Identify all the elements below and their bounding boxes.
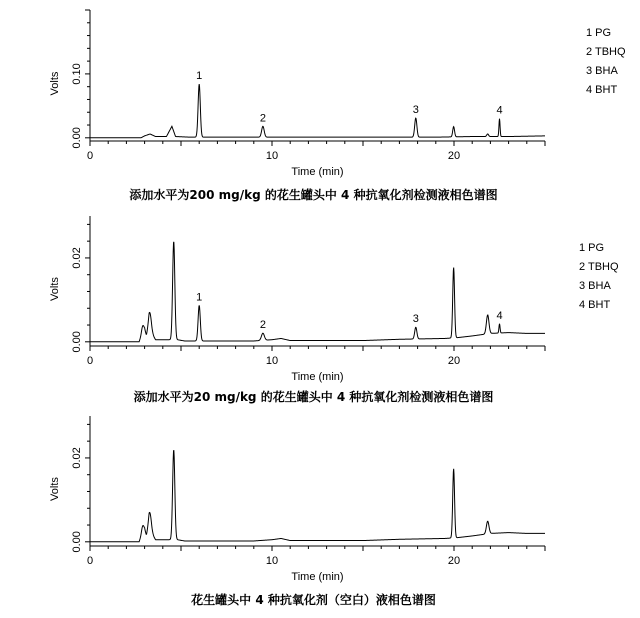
legend-item: 4 BHT [586, 84, 618, 96]
y-tick-label: 0.00 [71, 127, 83, 149]
x-tick-label: 0 [86, 150, 94, 162]
x-tick-label: 20 [447, 555, 461, 567]
signal-trace [90, 242, 545, 342]
legend-item: 2 TBHQ [579, 261, 619, 273]
x-axis-title: Time (min) [291, 371, 344, 383]
peak-label: 3 [412, 313, 419, 326]
y-tick-label: 0.00 [71, 531, 83, 553]
y-tick-label: 0.10 [71, 63, 83, 85]
x-tick-label: 10 [265, 355, 279, 367]
chart-caption: 添加水平为200 mg/kg 的花生罐头中 4 种抗氧化剂检测液相色谱图 [129, 188, 498, 202]
y-axis-title: Volts [49, 477, 61, 501]
x-tick-label: 10 [265, 555, 279, 567]
legend-item: 3 BHA [579, 280, 611, 292]
peak-label: 4 [496, 309, 503, 322]
y-tick-label: 0.02 [71, 447, 83, 469]
legend-item: 1 PG [586, 27, 612, 39]
x-axis-title: Time (min) [291, 166, 344, 178]
y-tick-label: 0.02 [71, 247, 83, 269]
x-tick-label: 20 [447, 355, 461, 367]
peak-label: 4 [496, 104, 503, 117]
chart-caption: 添加水平为20 mg/kg 的花生罐头中 4 种抗氧化剂检测液相色谱图 [133, 390, 494, 404]
signal-trace [90, 84, 545, 138]
legend-item: 2 TBHQ [586, 46, 626, 58]
peak-label: 1 [196, 70, 203, 83]
x-tick-label: 20 [447, 150, 461, 162]
legend-item: 4 BHT [579, 299, 611, 311]
legend-item: 1 PG [579, 242, 605, 254]
y-axis-title: Volts [49, 277, 61, 301]
x-tick-label: 0 [86, 555, 94, 567]
peak-label: 1 [196, 291, 203, 304]
y-axis-title: Volts [49, 71, 61, 96]
x-tick-label: 10 [265, 150, 279, 162]
x-tick-label: 0 [86, 355, 94, 367]
x-axis-title: Time (min) [291, 571, 344, 583]
legend-item: 3 BHA [586, 65, 618, 77]
peak-label: 2 [259, 112, 266, 125]
signal-trace [90, 450, 545, 542]
chart-caption: 花生罐头中 4 种抗氧化剂（空白）液相色谱图 [191, 593, 436, 607]
y-tick-label: 0.00 [71, 331, 83, 353]
peak-label: 2 [259, 319, 266, 332]
peak-label: 3 [412, 103, 419, 116]
